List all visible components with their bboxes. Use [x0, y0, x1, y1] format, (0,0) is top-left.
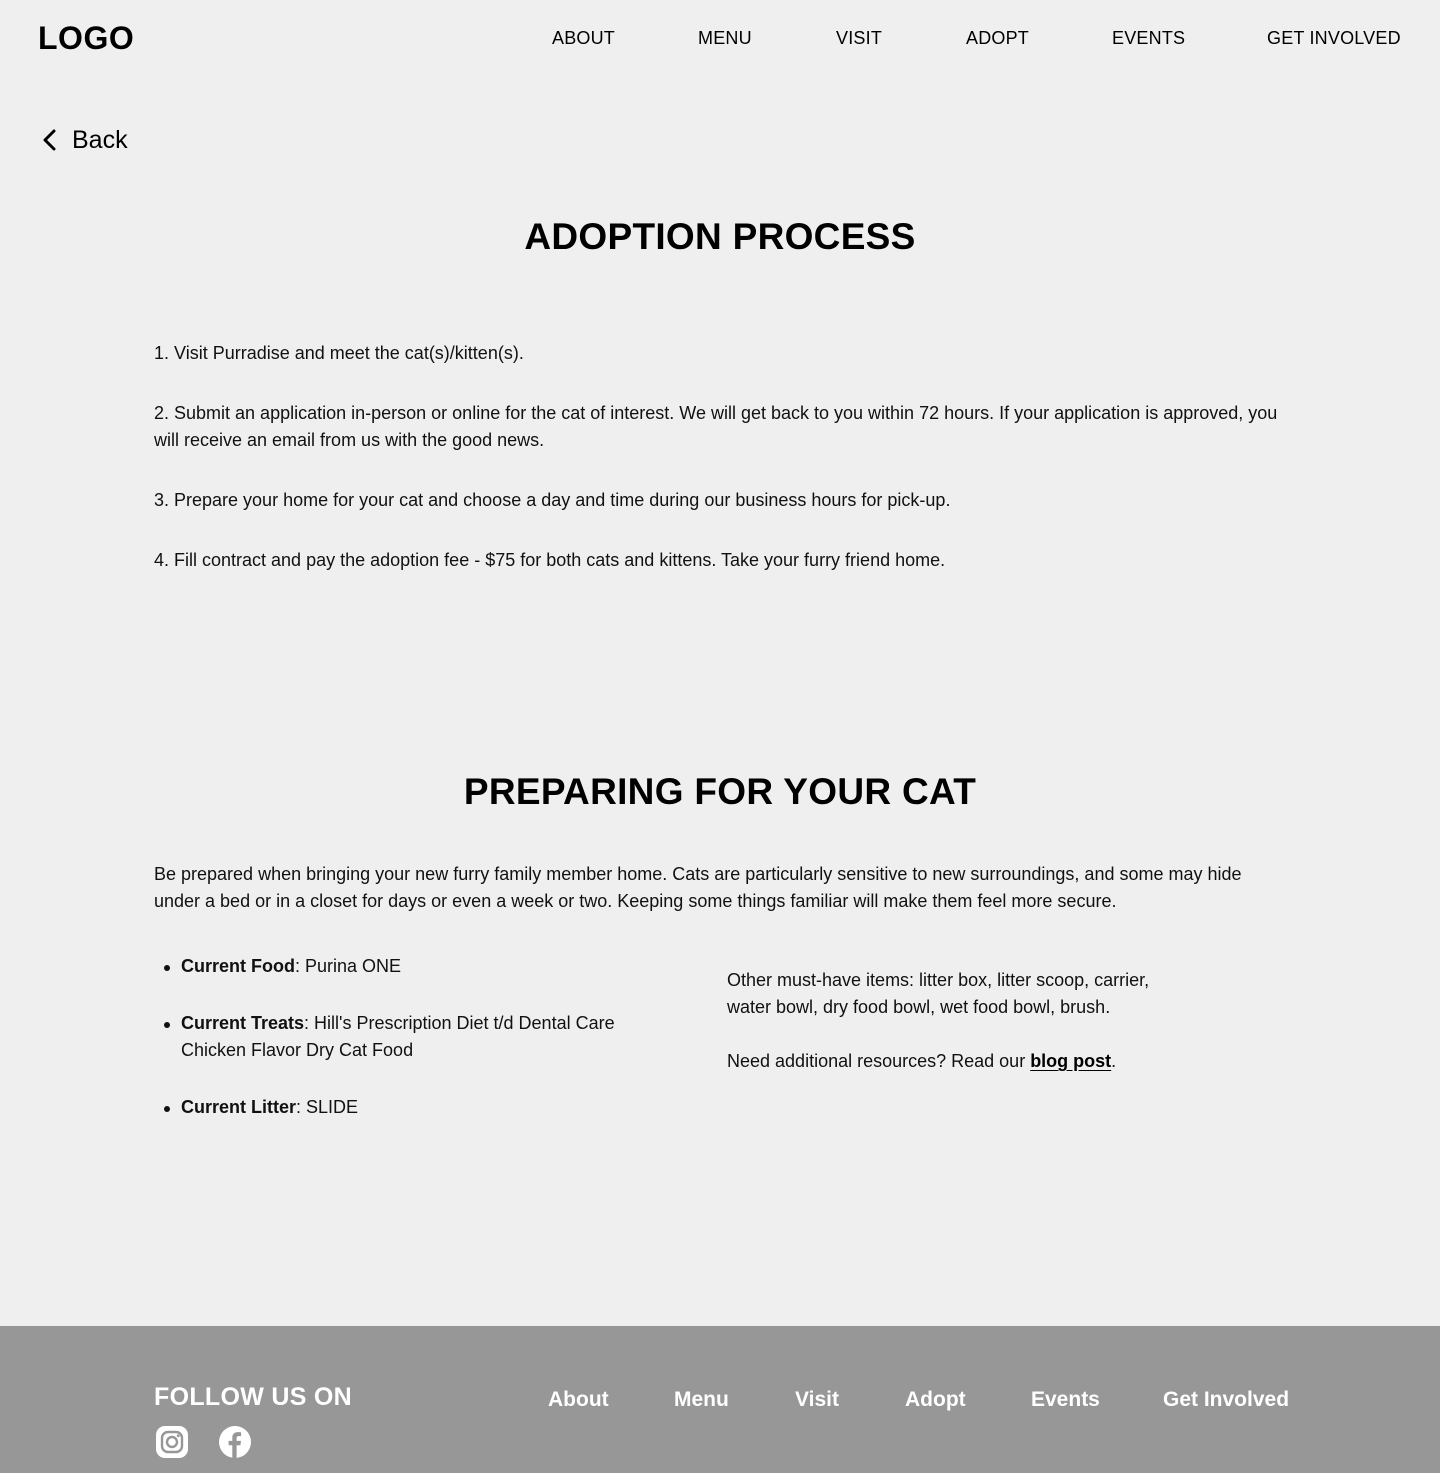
adoption-step: 4. Fill contract and pay the adoption fee - $75 for both cats and kittens. Take your furry friend home.: [154, 550, 946, 570]
current-litter-value: : SLIDE: [296, 1097, 359, 1117]
current-litter-label: Current Litter: [181, 1097, 297, 1117]
back-button[interactable]: [40, 124, 128, 156]
adoption-step: 1. Visit Purradise and meet the cat(s)/kitten(s).: [154, 343, 524, 363]
must-have-items: Other must-have items: litter box, litter scoop, carrier, water bowl, dry food bowl, wet food bowl, brush.: [727, 970, 1150, 1017]
current-treats-label: Current Treats: [181, 1013, 305, 1033]
back-label: Back: [72, 125, 128, 154]
blog-post-link[interactable]: blog post: [1030, 1051, 1112, 1071]
list-item: [154, 1010, 654, 1064]
preparing-intro: Be prepared when bringing your new furry family member home. Cats are particularly sensitive to new surroundings, and some may hide under a bed or in a closet for days or even a week or two. Keeping some things familiar will make them feel more secure.: [154, 864, 1242, 911]
footer-link-get-involved[interactable]: Get Involved: [1163, 1388, 1290, 1411]
footer-link-about[interactable]: About: [548, 1388, 609, 1411]
nav-visit[interactable]: VISIT: [836, 28, 883, 48]
nav-events[interactable]: EVENTS: [1112, 28, 1186, 48]
main-nav: [0, 28, 1440, 52]
site-footer: [0, 1326, 1440, 1473]
list-item: [154, 953, 654, 980]
current-treats-value: : Hill's Prescription Diet t/d Dental Care Chicken Flavor Dry Cat Food: [181, 1013, 615, 1060]
must-have-column: [727, 967, 1167, 1102]
adoption-process-title: ADOPTION PROCESS: [524, 216, 916, 257]
footer-nav: [0, 1388, 1440, 1414]
list-item: [154, 1094, 654, 1121]
footer-link-menu[interactable]: Menu: [674, 1388, 729, 1411]
follow-us-heading: FOLLOW US ON: [154, 1383, 353, 1411]
current-food-label: Current Food: [181, 956, 295, 976]
resources-prefix: Need additional resources? Read our: [727, 1051, 1031, 1071]
nav-get-involved[interactable]: GET INVOLVED: [1267, 28, 1401, 48]
footer-link-adopt[interactable]: Adopt: [905, 1388, 966, 1411]
adoption-step: 2. Submit an application in-person or online for the cat of interest. We will get back to you within 72 hours. If your application is approved, you will receive an email from us with the good news.: [154, 403, 1278, 450]
footer-link-events[interactable]: Events: [1031, 1388, 1100, 1411]
logo[interactable]: LOGO: [38, 20, 135, 56]
resources-suffix: .: [1111, 1051, 1117, 1071]
resources-text: [727, 1048, 1167, 1075]
adoption-step: 3. Prepare your home for your cat and choose a day and time during our business hours for pick-up.: [154, 490, 951, 510]
nav-adopt[interactable]: ADOPT: [966, 28, 1030, 48]
nav-menu[interactable]: MENU: [698, 28, 752, 48]
instagram-icon[interactable]: [155, 1425, 189, 1459]
footer-link-visit[interactable]: Visit: [795, 1388, 839, 1411]
facebook-icon[interactable]: [218, 1425, 252, 1459]
preparing-title: PREPARING FOR YOUR CAT: [463, 771, 977, 812]
site-header: [0, 0, 1440, 80]
current-food-value: : Purina ONE: [295, 956, 402, 976]
nav-about[interactable]: ABOUT: [552, 28, 616, 48]
current-items-list: [154, 953, 654, 1151]
adoption-steps: [154, 340, 1294, 607]
chevron-left-icon: [40, 127, 60, 153]
